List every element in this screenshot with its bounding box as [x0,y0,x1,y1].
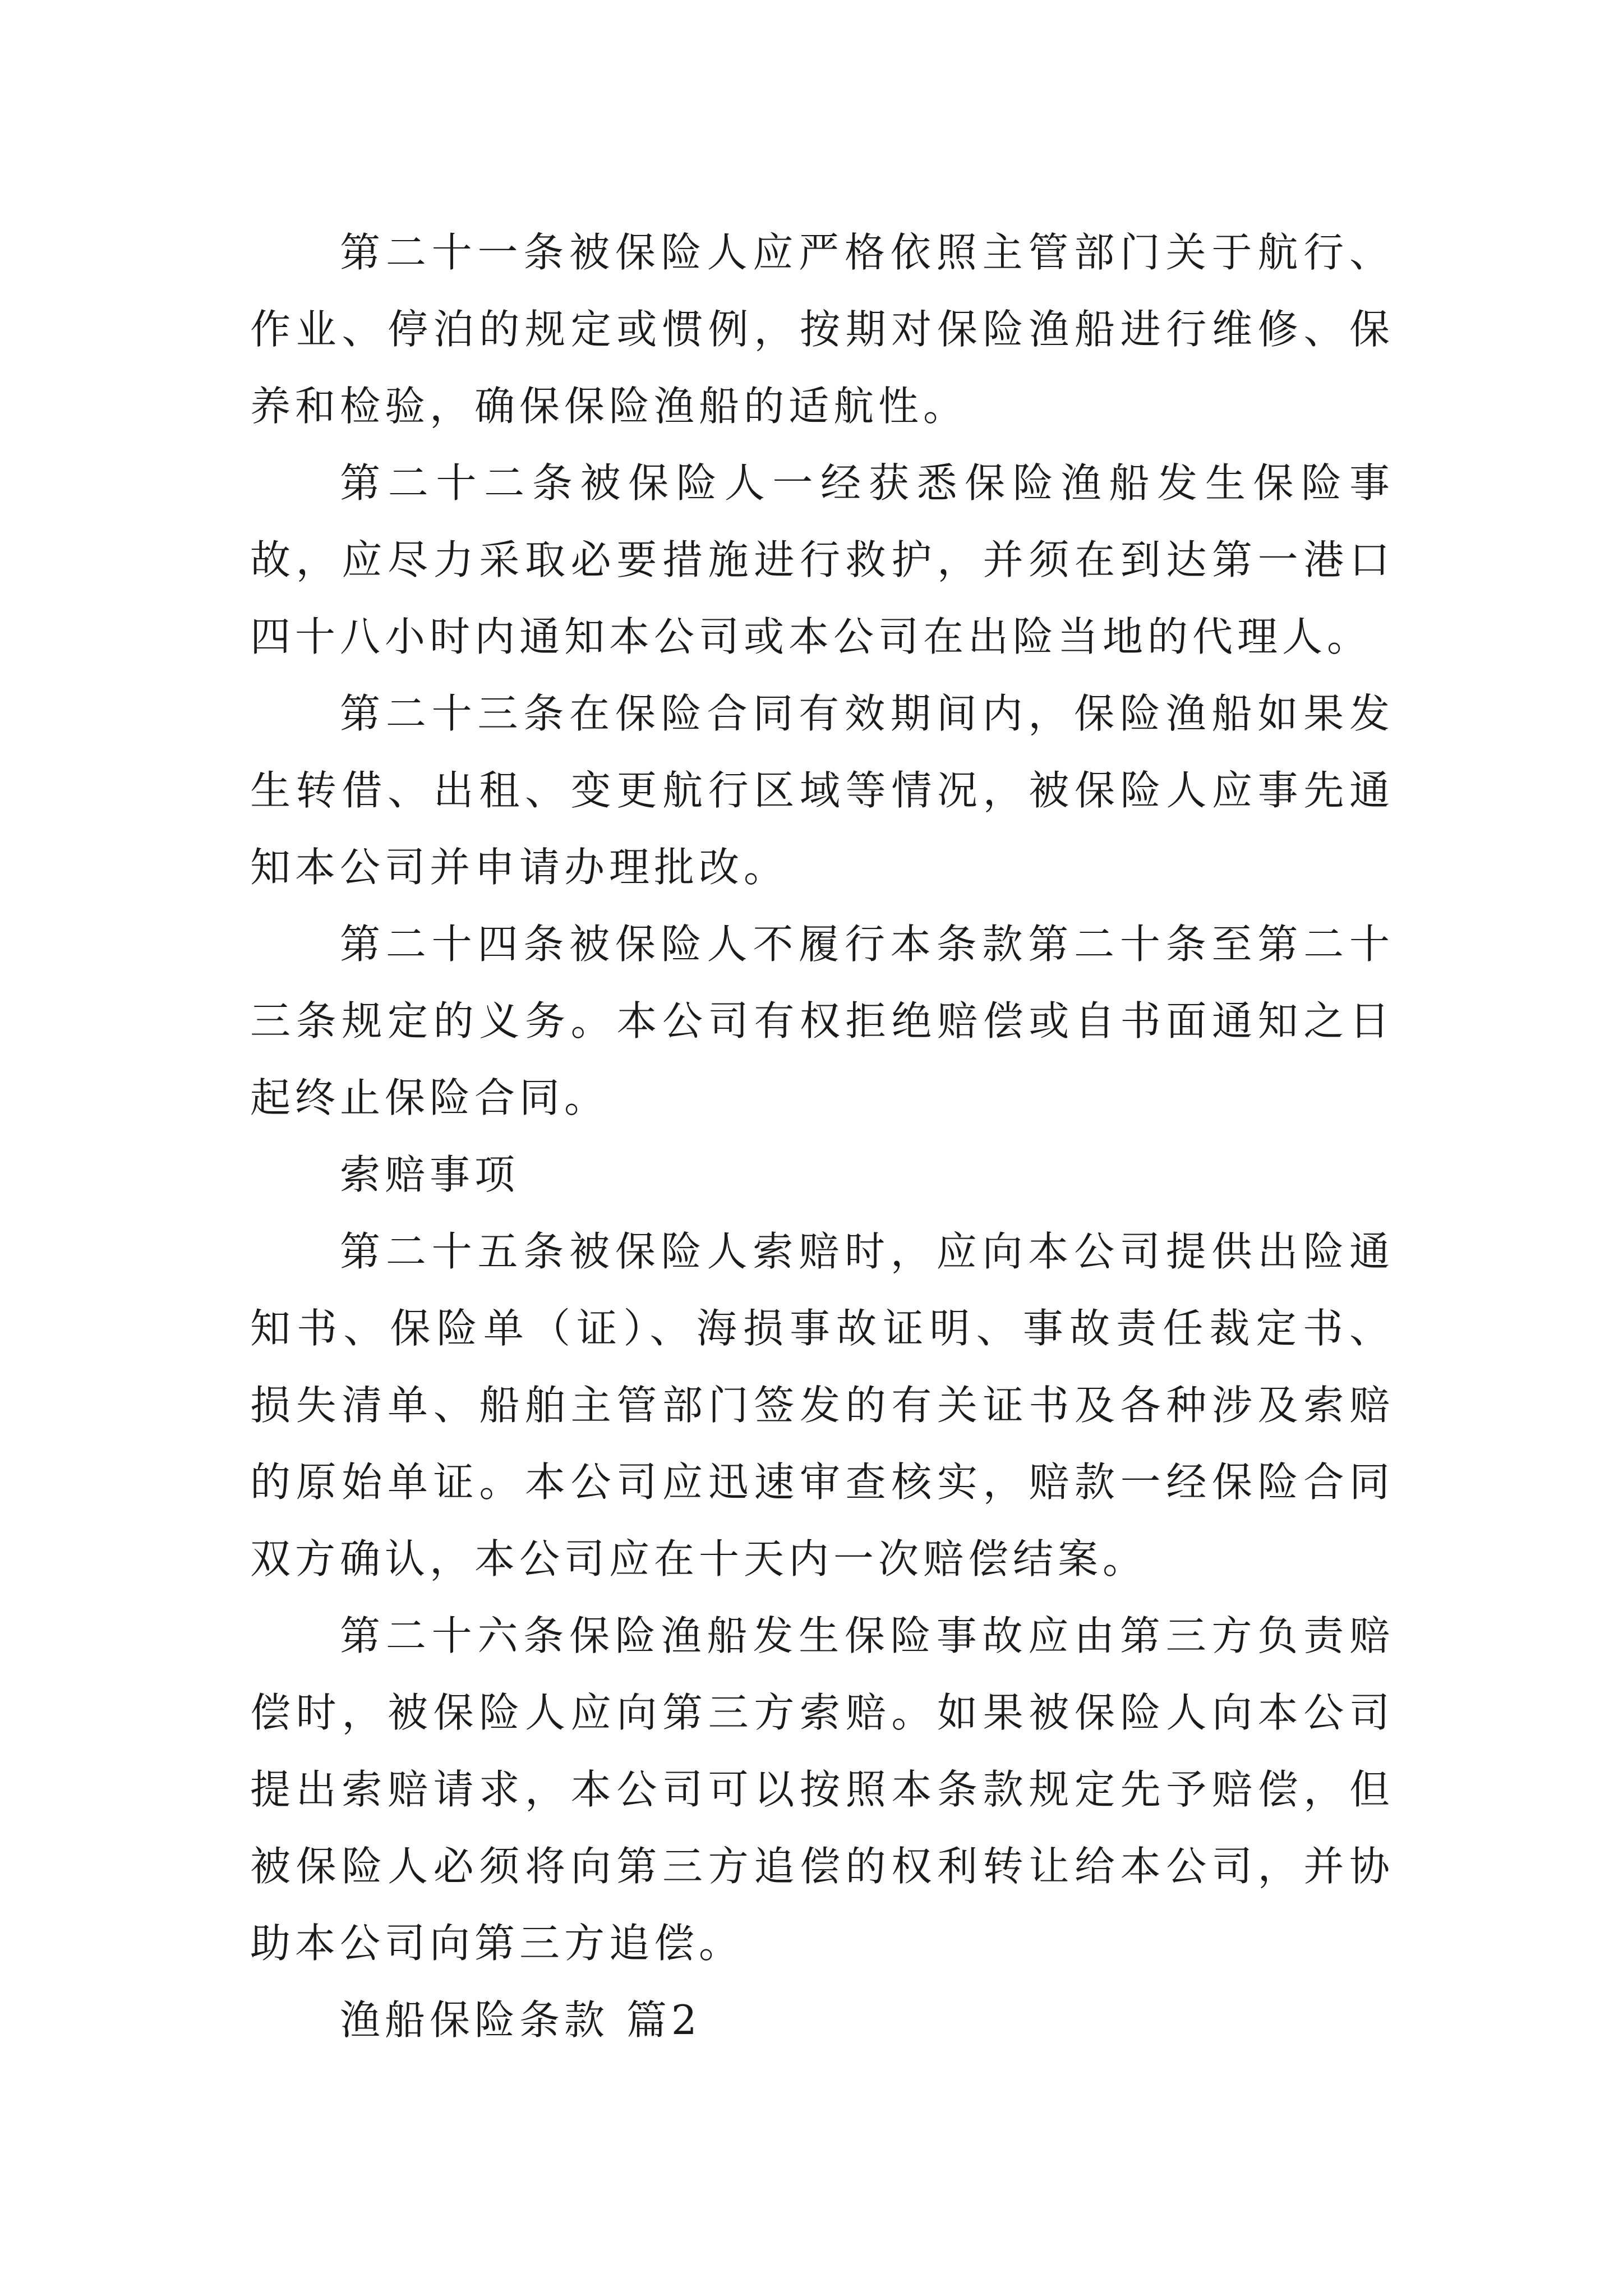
section-heading-claims: 索赔事项 [340,1151,520,1198]
paragraph-article-22: 第二十二条被保险人一经获悉保险渔船发生保险事故，应尽力采取必要措施进行救护，并须在到达第一港口四十八小时内通知本公司或本公司在出险当地的代理人。 [250,459,1394,660]
paragraph-article-24: 第二十四条被保险人不履行本条款第二十条至第二十三条规定的义务。本公司有权拒绝赔偿或自书面通知之日起终止保险合同。 [250,921,1394,1121]
section-heading-part-2: 渔船保险条款 篇2 [340,1996,702,2044]
paragraph-article-25: 第二十五条被保险人索赔时，应向本公司提供出险通知书、保险单（证）、海损事故证明、事故责任裁定书、损失清单、船舶主管部门签发的有关证书及各种涉及索赔的原始单证。本公司应迅速审查核实，赔款一经保险合同双方确认，本公司应在十天内一次赔偿结案。 [250,1228,1394,1582]
paragraph-article-26: 第二十六条保险渔船发生保险事故应由第三方负责赔偿时，被保险人应向第三方索赔。如果被保险人向本公司提出索赔请求，本公司可以按照本条款规定先予赔偿，但被保险人必须将向第三方追偿的权利转让给本公司，并协助本公司向第三方追偿。 [250,1612,1394,1967]
paragraph-article-21: 第二十一条被保险人应严格依照主管部门关于航行、作业、停泊的规定或惯例，按期对保险渔船进行维修、保养和检验，确保保险渔船的适航性。 [250,229,1394,430]
document-body [250,214,1394,2059]
paragraph-article-23: 第二十三条在保险合同有效期间内，保险渔船如果发生转借、出租、变更航行区域等情况，被保险人应事先通知本公司并申请办理批改。 [250,690,1394,891]
